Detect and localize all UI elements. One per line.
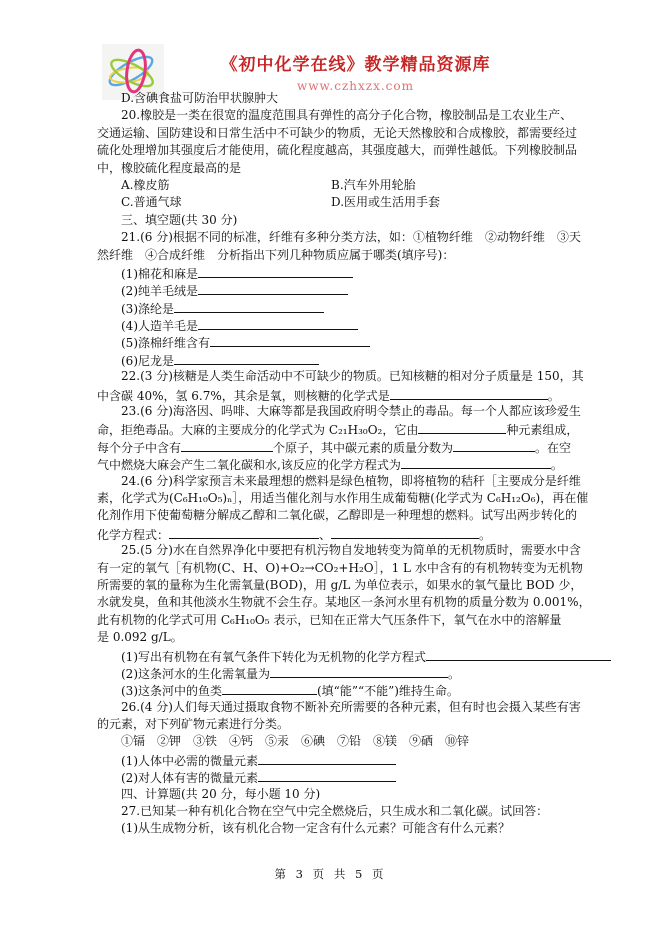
text-line [97, 194, 617, 211]
text-line [97, 820, 617, 837]
text-segment: (1)棉花和麻是 [121, 266, 198, 281]
text-line [97, 699, 617, 716]
text-segment: 22.(3 分)核糖是人类生命活动中不可缺少的物质。已知核糖的相对分子质量是 150，其 [121, 369, 584, 384]
text-segment: 。 [550, 458, 563, 473]
text-segment: D.医用或生活用手套 [331, 195, 441, 210]
text-segment: 、 [319, 527, 332, 542]
text-segment: 素，化学式为(C₆H₁₀O₅)ₙ］，用适当催化剂与水作用生成葡萄糖(化学式为 C₆H₁₂O₆)，再在催 [97, 490, 589, 505]
text-segment: 21.(6 分)根据不同的标准，纤维有多种分类方法，如：①植物纤维 ②动物纤维 ③天 [121, 230, 581, 245]
text-segment: B.汽车外用轮胎 [331, 177, 416, 192]
text-segment: 四、计算题(共 20 分，每小题 10 分) [121, 786, 321, 801]
text-line [97, 786, 617, 803]
blank-underline [426, 647, 611, 661]
blank-underline [390, 386, 548, 400]
text-segment: 的元素，对下列矿物元素进行分类。 [97, 717, 290, 732]
text-segment: 此有机物的化学式可用 C₆H₁₀O₅ 表示，已知在正常大气压条件下，氧气在水中的溶解量 [97, 612, 562, 627]
text-line [97, 386, 617, 403]
text-segment: (3)这条河中的鱼类 [121, 684, 222, 699]
text-line [97, 612, 617, 629]
text-segment: 命，拒绝毒品。大麻的主要成分的化学式为 C₂₁H₃₀O₂，它由 [97, 423, 419, 438]
text-line [97, 420, 617, 437]
text-line [97, 751, 617, 768]
text-segment: (3)涤纶是 [121, 301, 174, 316]
blank-underline [270, 664, 448, 678]
text-line [97, 247, 617, 264]
text-line [97, 177, 617, 194]
blank-underline [258, 751, 396, 765]
text-line [97, 125, 617, 142]
text-line [97, 160, 617, 177]
header-title-block [50, 50, 661, 93]
text-segment: 27.已知某一种有机化合物在空气中完全燃烧后，只生成水和二氧化碳。试回答： [121, 804, 549, 819]
blank-underline [169, 525, 319, 539]
text-segment: C.普通气球 [121, 195, 182, 210]
site-url: www.czhxzx.com [297, 79, 414, 93]
text-segment: 交通运输、国防建设和日常生活中不可缺少的物质，无论天然橡胶和合成橡胶，都需要经过 [97, 125, 578, 140]
text-line [97, 594, 617, 611]
text-line [97, 803, 617, 820]
text-line [97, 507, 617, 524]
text-segment: 。在空 [535, 440, 572, 455]
text-segment: 中，橡胶硫化程度最高的是 [97, 160, 242, 175]
text-line [97, 768, 617, 785]
text-line [97, 577, 617, 594]
text-segment: (6)尼龙是 [121, 353, 174, 368]
page-header [0, 0, 661, 100]
text-segment: 个原子，其中碳元素的质量分数为 [273, 440, 454, 455]
blank-underline [453, 438, 535, 452]
text-line [97, 90, 617, 107]
text-line [97, 351, 617, 368]
text-line [97, 716, 617, 733]
text-line [97, 316, 617, 333]
text-line [97, 333, 617, 350]
text-segment: 气中燃烧大麻会产生二氧化碳和水,该反应的化学方程式为 [97, 458, 401, 473]
text-segment: 。 [547, 388, 560, 403]
text-segment: (1)从生成物分析，该有机化合物一定含有什么元素？可能含有什么元素？ [121, 821, 511, 836]
text-segment: A.橡皮筋 [121, 177, 170, 192]
blank-underline [174, 351, 319, 365]
text-line [97, 733, 617, 750]
text-line [97, 525, 617, 542]
text-segment: 所需要的氧的量称为生化需氧量(BOD)，用 g/L 为单位表示，如果水的氧气量比 BOD 少， [97, 577, 583, 592]
text-line [97, 490, 617, 507]
text-segment: 。 [479, 527, 492, 542]
text-line [97, 299, 617, 316]
blank-underline [258, 768, 396, 782]
text-segment: 硫化处理增加其强度后才能使用，硫化程度越高，其强度越大，而弹性越低。下列橡胶制品 [97, 143, 578, 158]
text-segment: 三、填空题(共 30 分) [121, 212, 238, 227]
blank-underline [401, 455, 551, 469]
text-segment: 每个分子中含有 [97, 440, 182, 455]
page-footer: 第 3 页 共 5 页 [274, 867, 387, 881]
text-segment: 种元素组成， [506, 423, 579, 438]
text-line [97, 473, 617, 490]
text-line [97, 438, 617, 455]
text-line [97, 368, 617, 385]
text-segment: (2)纯羊毛绒是 [121, 284, 198, 299]
text-segment: (2)这条河水的生化需氧量为 [121, 666, 270, 681]
text-segment: (4)人造羊毛是 [121, 319, 198, 334]
text-segment: (2)对人体有害的微量元素 [121, 771, 258, 786]
text-line [97, 542, 617, 559]
text-line [97, 264, 617, 281]
blank-underline [331, 525, 479, 539]
text-line [97, 681, 617, 698]
text-segment: 中含碳 40%，氢 6.7%，其余是氧，则核糖的化学式是 [97, 388, 390, 403]
text-segment: 然纤维 ④合成纤维 分析指出下列几种物质应属于哪类(填序号)： [97, 247, 455, 262]
text-segment: 水就发臭，鱼和其他淡水生物就不会生存。某地区一条河水里有机物的质量分数为 0.001%， [97, 595, 591, 610]
blank-underline [181, 438, 273, 452]
site-title: 《初中化学在线》教学精品资源库 [220, 55, 491, 75]
text-line [97, 212, 617, 229]
blank-underline [418, 420, 506, 434]
text-segment: (1)人体中必需的微量元素 [121, 753, 258, 768]
text-segment: 25.(5 分)水在自然界净化中要把有机污物自发地转变为简单的无机物质时，需要水中含 [121, 543, 581, 558]
text-segment: 是 0.092 g/L。 [97, 630, 183, 645]
text-line [97, 403, 617, 420]
blank-underline [198, 264, 353, 278]
blank-underline [222, 681, 317, 695]
text-segment: ①镉 ②钾 ③铁 ④钙 ⑤汞 ⑥碘 ⑦铅 ⑧镁 ⑨硒 ⑩锌 [121, 734, 470, 749]
text-segment: 化学方程式： [97, 527, 170, 542]
document-body [97, 90, 617, 838]
blank-underline [198, 281, 348, 295]
text-segment: (填“能”“不能”)维持生命。 [317, 684, 459, 699]
text-line [97, 664, 617, 681]
blank-underline [174, 299, 324, 313]
text-line [97, 560, 617, 577]
text-line [97, 107, 617, 124]
text-segment: 化剂作用下使葡萄糖分解成乙醇和二氧化碳，乙醇即是一种理想的燃料。试写出两步转化的 [97, 508, 578, 523]
text-segment: D.含碘食盐可防治甲状腺肿大 [121, 91, 279, 105]
text-segment: 24.(6 分)科学家预言未来最理想的燃料是绿色植物，即将植物的秸秆［主要成分是纤维 [121, 473, 581, 488]
text-line [97, 629, 617, 646]
text-segment: 26.(4 分)人们每天通过摄取食物不断补充所需要的各种元素，但有时也会摄入某些有害 [121, 699, 581, 714]
text-segment: 有一定的氧气［有机物(C、H、O)+O₂→CO₂+H₂O］，1 L 水中含有的有机物转变为无机物 [97, 560, 583, 575]
text-segment: (1)写出有机物在有氧气条件下转化为无机物的化学方程式 [121, 649, 427, 664]
text-line [97, 455, 617, 472]
text-line [97, 229, 617, 246]
text-segment: 。 [448, 666, 461, 681]
text-segment: 20.橡胶是一类在很宽的温度范围具有弹性的高分子化合物，橡胶制品是工农业生产、 [121, 108, 573, 123]
text-segment: 23.(6 分)海洛因、吗啡、大麻等都是我国政府明令禁止的毒品。每一个人都应该珍爱生 [121, 404, 581, 419]
blank-underline [198, 316, 358, 330]
text-line [97, 281, 617, 298]
text-segment: (5)涤棉纤维含有 [121, 336, 210, 351]
text-line [97, 647, 617, 664]
text-line [97, 142, 617, 159]
blank-underline [210, 333, 370, 347]
